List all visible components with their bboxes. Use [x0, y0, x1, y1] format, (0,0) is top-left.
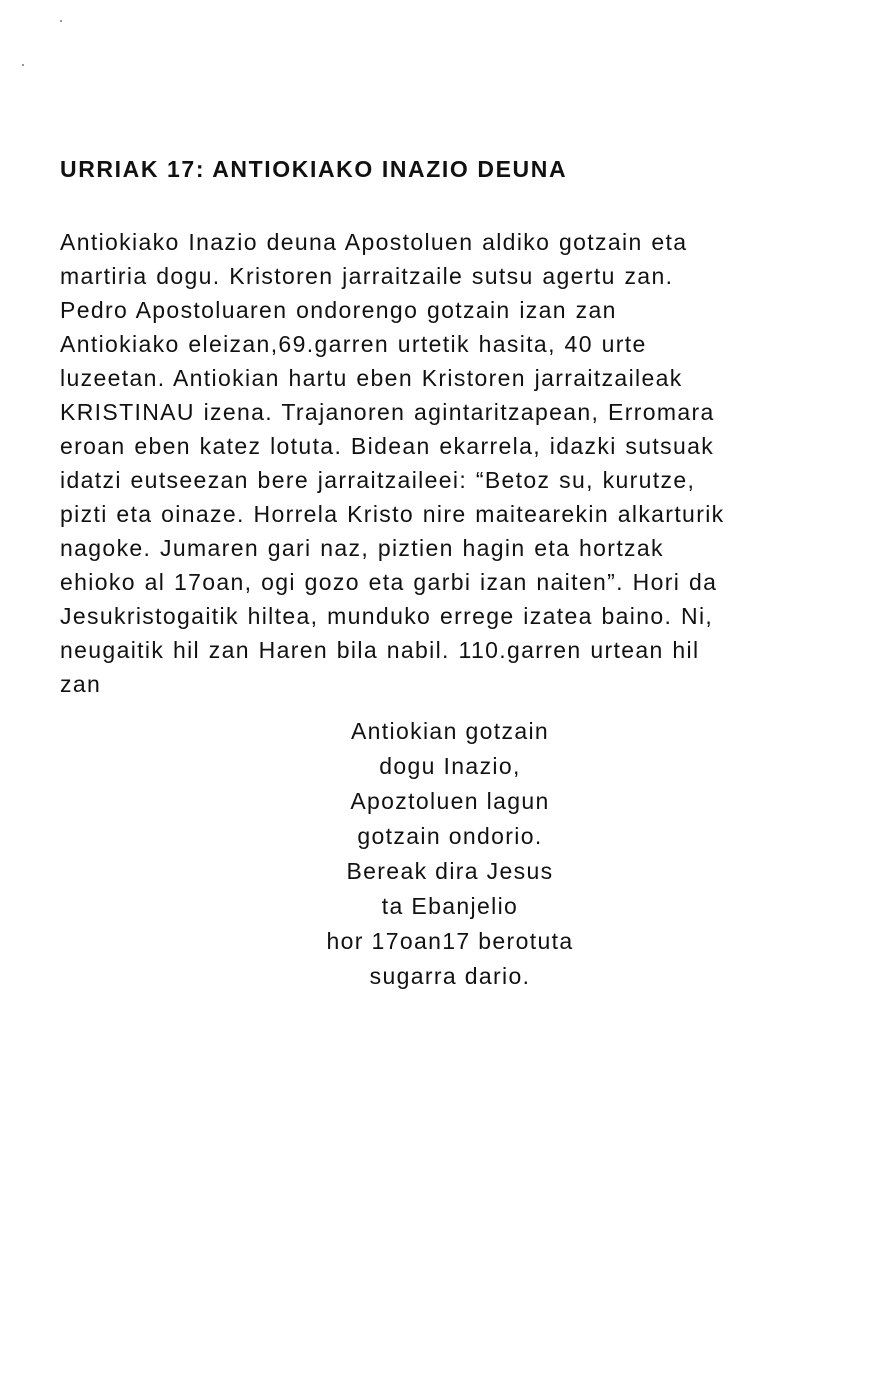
- body-line: pizti eta oinaze. Horrela Kristo nire maitearekin alkarturik: [60, 501, 725, 527]
- body-line: zan: [60, 671, 102, 697]
- body-line: idatzi eutseezan bere jarraitzaileei: “Betoz su, kurutze,: [60, 467, 696, 493]
- poem-line: ta Ebanjelio: [381, 893, 519, 919]
- body-line: Antiokiako Inazio deuna Apostoluen aldiko gotzain eta: [60, 229, 688, 255]
- poem-line: gotzain ondorio.: [357, 823, 543, 849]
- body-line: Antiokiako eleizan,69.garren urtetik hasita, 40 urte: [60, 331, 647, 357]
- poem-line: dogu Inazio,: [379, 753, 521, 779]
- body-line: Pedro Apostoluaren ondorengo gotzain izan zan: [60, 297, 617, 323]
- body-line: eroan eben katez lotuta. Bidean ekarrela, idazki sutsuak: [60, 433, 715, 459]
- body-line: luzeetan. Antiokian hartu eben Kristoren jarraitzaileak: [60, 365, 683, 391]
- poem-line: Apoztoluen lagun: [350, 788, 550, 814]
- scan-speck: [22, 64, 24, 66]
- body-line: ehioko al 17oan, ogi gozo eta garbi izan naiten”. Hori da: [60, 569, 718, 595]
- scan-speck: [60, 20, 62, 22]
- poem-line: sugarra dario.: [369, 963, 531, 989]
- body-line: nagoke. Jumaren gari naz, piztien hagin eta hortzak: [60, 535, 664, 561]
- poem-line: hor 17oan17 berotuta: [326, 928, 574, 954]
- poem-line: Bereak dira Jesus: [346, 858, 554, 884]
- poem-stanza: [250, 714, 650, 994]
- body-line: Jesukristogaitik hiltea, munduko errege izatea baino. Ni,: [60, 603, 714, 629]
- body-paragraph: [60, 225, 860, 701]
- page-title: URRIAK 17: ANTIOKIAKO INAZIO DEUNA: [60, 156, 568, 182]
- poem-line: Antiokian gotzain: [350, 718, 550, 744]
- body-line: martiria dogu. Kristoren jarraitzaile sutsu agertu zan.: [60, 263, 674, 289]
- body-line: neugaitik hil zan Haren bila nabil. 110.garren urtean hil: [60, 637, 700, 663]
- body-line: KRISTINAU izena. Trajanoren agintaritzapean, Erromara: [60, 399, 715, 425]
